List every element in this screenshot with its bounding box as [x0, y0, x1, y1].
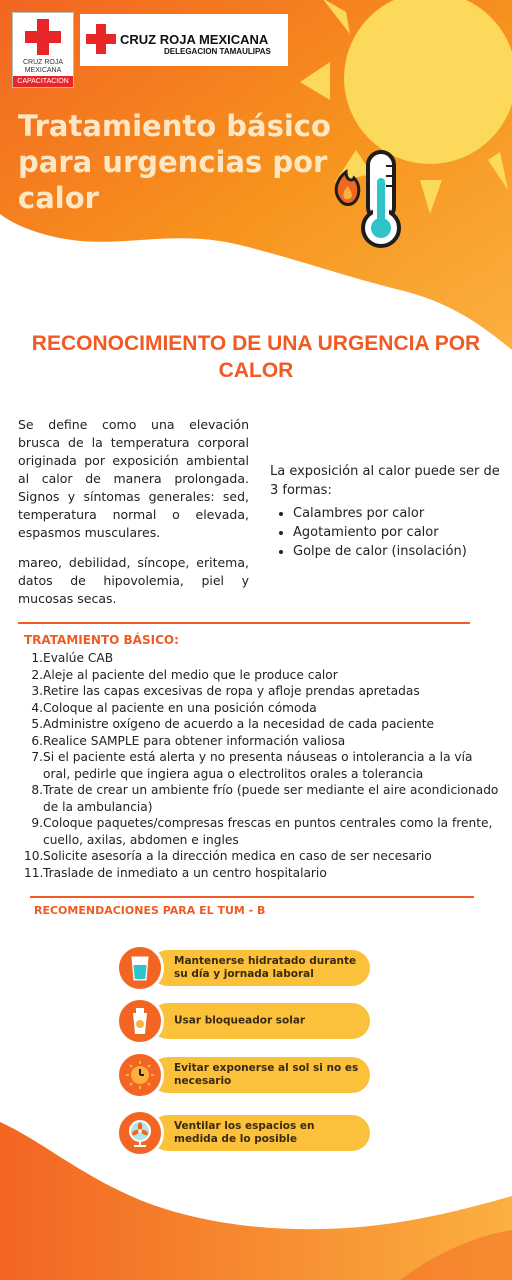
logo-band: CAPACITACION: [13, 76, 73, 87]
list-item: [24, 683, 500, 700]
red-cross-icon: [86, 24, 116, 54]
step-number: 9.: [31, 816, 43, 830]
step-number: 6.: [31, 733, 43, 748]
list-item: • Calambres por calor: [293, 504, 500, 523]
recommendation-ventilate: [150, 1115, 370, 1151]
logo-org-name: CRUZ ROJA MEXICANA: [120, 32, 269, 47]
recommendation-avoid-sun: [150, 1057, 370, 1093]
logo-line2: MEXICANA: [24, 67, 62, 74]
step-text: Solicite asesoría a la dirección medica en caso de ser necesario: [43, 849, 432, 863]
list-item: [24, 667, 500, 684]
list-item: [24, 700, 500, 717]
list-item: [24, 865, 500, 882]
recommendation-label: Evitar exponerse al sol si no es necesario: [174, 1062, 359, 1087]
red-cross-training-logo: [12, 12, 74, 88]
list-item: [24, 716, 500, 733]
recommendation-sunscreen: [150, 1003, 370, 1039]
red-cross-icon: [25, 19, 61, 55]
list-item: [24, 815, 500, 848]
treatment-steps: [24, 650, 500, 881]
step-text: Coloque paquetes/compresas frescas en puntos centrales como la frente, cuello, axilas, abdomen e ingles: [43, 816, 493, 847]
list-item: [24, 749, 500, 782]
intro-paragraph-1: Se define como una elevación brusca de la temperatura corporal originada por exposición ambiental al calor de manera prolongada. Signos y síntomas generales: sed, temperatura normal o elevada, espasmos musculares.: [18, 417, 249, 540]
step-text: Traslade de inmediato a un centro hospitalario: [43, 865, 327, 880]
recommendations-heading: RECOMENDACIONES PARA EL TUM - B: [34, 904, 266, 917]
step-text: Evalúe CAB: [43, 651, 114, 665]
water-glass-icon: [116, 944, 164, 992]
step-text: Trate de crear un ambiente frío (puede ser mediante el aire acondicionado de la ambulancia): [43, 783, 499, 814]
step-text: Coloque al paciente en una posición cómoda: [43, 700, 317, 715]
recommendation-label: Mantenerse hidratado durante su día y jornada laboral: [174, 955, 357, 980]
page-title: Tratamiento básico para urgencias por calor: [18, 109, 331, 215]
exposure-forms: [270, 462, 500, 561]
recommendation-hydration: [150, 950, 370, 986]
clock-sun-icon: [116, 1051, 164, 1099]
list-item: [24, 733, 500, 750]
step-number: 7.: [31, 750, 43, 764]
logo-line1: CRUZ ROJA: [22, 59, 64, 66]
intro-paragraph-2: mareo, debilidad, síncope, eritema, datos de hipovolemia, piel y mucosas secas.: [18, 555, 249, 606]
list-item: [24, 782, 500, 815]
list-item: [24, 848, 500, 865]
recommendation-label: Ventilar los espacios en medida de lo posible: [174, 1120, 315, 1145]
step-number: 10.: [24, 849, 44, 863]
list-item: • Agotamiento por calor: [293, 523, 500, 542]
sunscreen-icon: [116, 997, 164, 1045]
fan-icon: [116, 1109, 164, 1157]
step-number: 5.: [31, 717, 43, 731]
thermometer-flame-icon: [330, 148, 410, 252]
logo-delegation: DELEGACION TAMAULIPAS: [164, 47, 271, 56]
list-item: • Golpe de calor (insolación): [293, 542, 500, 561]
step-text: Retire las capas excesivas de ropa y afloje prendas apretadas: [43, 684, 420, 698]
list-item: [24, 650, 500, 667]
step-text: Realice SAMPLE para obtener información valiosa: [43, 733, 346, 748]
step-number: 1.: [31, 651, 43, 665]
step-text: Aleje al paciente del medio que le produce calor: [43, 667, 338, 682]
treatment-heading: TRATAMIENTO BÁSICO:: [24, 633, 179, 647]
step-number: 2.: [31, 667, 43, 682]
recommendation-label: Usar bloqueador solar: [174, 1014, 306, 1027]
exposure-list: [270, 504, 500, 561]
step-number: 11.: [24, 865, 44, 880]
step-number: 8.: [31, 783, 43, 797]
divider: [18, 622, 470, 624]
step-number: 4.: [31, 700, 43, 715]
red-cross-delegation-logo: [80, 14, 288, 66]
exposure-lead: La exposición al calor puede ser de 3 formas:: [270, 464, 500, 498]
step-number: 3.: [31, 684, 43, 698]
step-text: Si el paciente está alerta y no presenta náuseas o intolerancia a la vía oral, pedirle que ingiera agua o electrolitos orales a tolerancia: [43, 750, 473, 781]
divider: [30, 896, 474, 898]
step-text: Administre oxígeno de acuerdo a la necesidad de cada paciente: [43, 717, 434, 731]
recognition-heading: RECONOCIMIENTO DE UNA URGENCIA POR CALOR: [31, 332, 481, 382]
